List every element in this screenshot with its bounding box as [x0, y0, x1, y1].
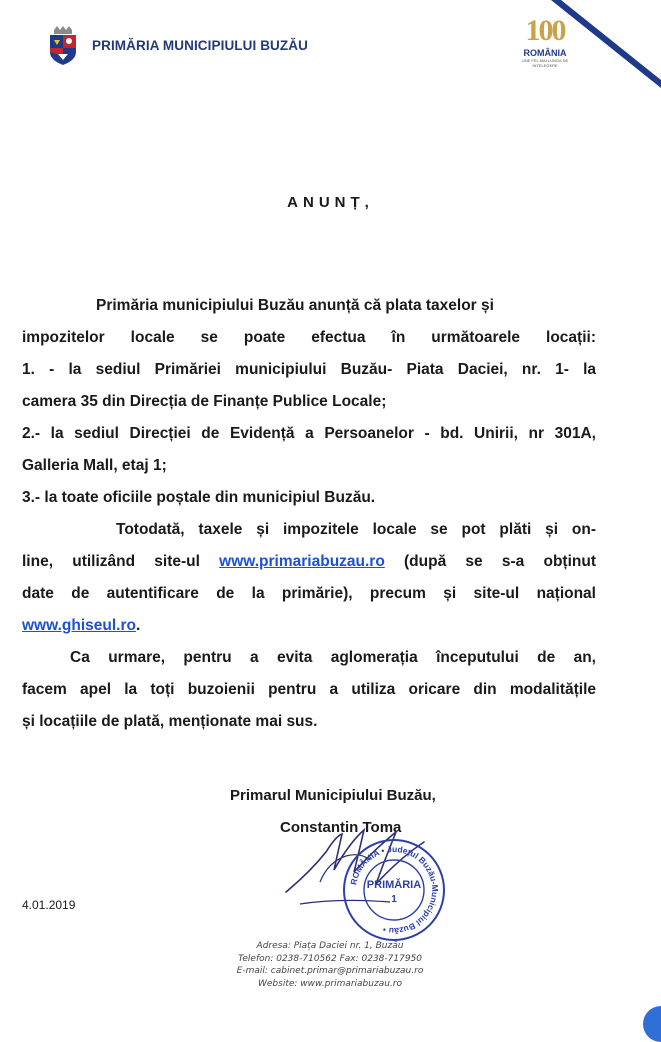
- signatory-name: Constantin Toma: [280, 819, 402, 836]
- letterhead: [48, 26, 588, 70]
- footer-address: Adresa: Piața Daciei nr. 1, Buzău: [256, 941, 404, 951]
- paragraph-line: [22, 610, 596, 642]
- corner-decoration-bottom: [643, 1006, 661, 1042]
- footer-phones: Telefon: 0238-710562 Fax: 0238-717950: [237, 953, 423, 964]
- list-item-1-line-1: 1. - la sediul Primăriei municipiului Buzău- Piata Daciei, nr. 1- la: [22, 361, 596, 378]
- link-ghiseul[interactable]: www.ghiseul.ro: [22, 617, 136, 634]
- document-title: ANUNȚ,: [287, 194, 374, 211]
- paragraph-line: date de autentificare de la primărie), precum și site-ul național: [22, 585, 596, 602]
- centenary-country: ROMÂNIA: [523, 48, 567, 58]
- centenary-number: 100: [525, 14, 565, 47]
- stamp-ring-text: ROMÂNIA • Județul Buzău-Municipiul Buzău •: [348, 843, 441, 937]
- paragraph-line: facem apel la toți buzoienii pentru a utiliza oricare din modalitățile: [22, 681, 596, 698]
- footer-email[interactable]: E-mail: cabinet.primar@primariabuzau.ro: [236, 966, 424, 976]
- list-item-3: 3.- la toate oficiile poștale din municipiul Buzău.: [22, 489, 376, 506]
- contact-footer: [150, 940, 510, 990]
- text-span: (după se s-a obținut: [384, 553, 596, 570]
- paragraph-line: și locațiile de plată, menționate mai sus.: [22, 713, 318, 730]
- list-item-1-line-2: camera 35 din Direcția de Finanțe Publice Locale;: [22, 393, 387, 410]
- centenary-logo: [512, 16, 578, 78]
- city-crest-icon: [48, 26, 78, 66]
- announcement-body: [22, 290, 596, 738]
- list-item-2-line-1: 2.- la sediul Direcției de Evidență a Persoanelor - bd. Unirii, nr 301A,: [22, 425, 596, 442]
- paragraph-line: [22, 546, 596, 578]
- paragraph-line: Primăria municipiului Buzău anunță că plata taxelor și: [96, 297, 494, 314]
- link-primariabuzau[interactable]: www.primariabuzau.ro: [219, 553, 385, 570]
- list-item-2-line-2: Galleria Mall, etaj 1;: [22, 457, 167, 474]
- paragraph-line: Totodată, taxele și impozitele locale se pot plăti și on-: [116, 521, 596, 538]
- text-span: .: [135, 617, 141, 634]
- paragraph-line: impozitelor locale se poate efectua în următoarele locații:: [22, 329, 596, 346]
- signatory-title: Primarul Municipiului Buzău,: [230, 787, 436, 804]
- paragraph-line: Ca urmare, pentru a evita aglomerația începutului de an,: [70, 649, 596, 666]
- document-date: 4.01.2019: [22, 898, 76, 912]
- organization-name: PRIMĂRIA MUNICIPIULUI BUZĂU: [92, 38, 308, 53]
- stamp-center-label: PRIMĂRIA: [366, 879, 422, 891]
- centenary-tagline: UNE FEL MAI LUNGA DE INTELEGERE: [521, 58, 569, 68]
- text-span: line, utilizând site-ul: [22, 553, 220, 570]
- official-stamp-icon: [342, 838, 446, 942]
- stamp-center-number: 1: [391, 894, 397, 905]
- footer-website[interactable]: Website: www.primariabuzau.ro: [257, 978, 402, 989]
